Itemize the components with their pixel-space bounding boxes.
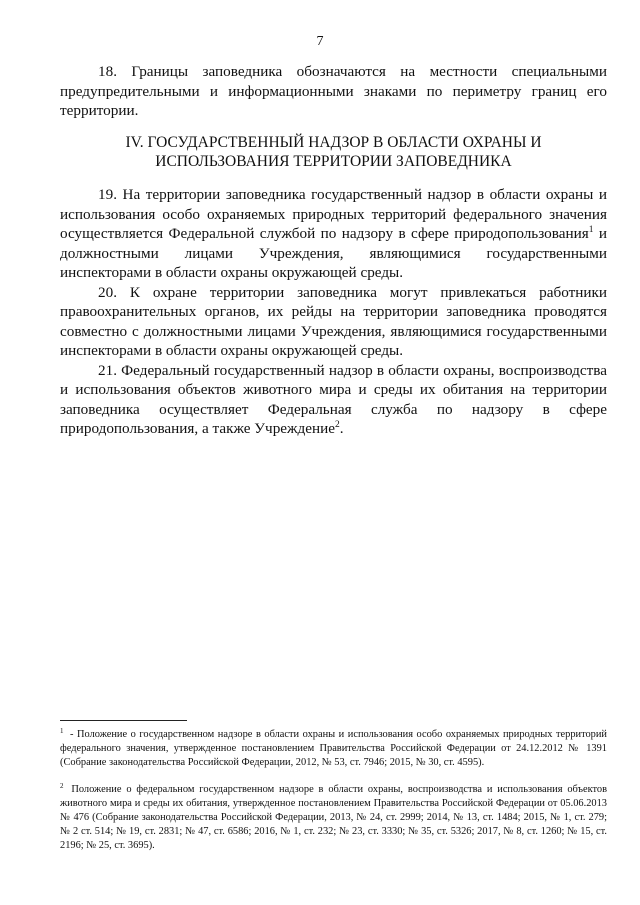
footnote-ref-2[interactable]: 2	[335, 419, 340, 430]
footnote-1	[60, 728, 607, 770]
footnote-1-mark: 1	[60, 726, 64, 735]
section-heading-line-1: IV. ГОСУДАРСТВЕННЫЙ НАДЗОР В ОБЛАСТИ ОХРАНЫ И	[125, 134, 542, 151]
footnote-2-text: Положение о федеральном государственном надзоре в области охраны, воспроизводства и использования объектов животного мира и среды их обитания, утвержденное постановлением Правительства Российской Федерации от 05.06.2013 № 476 (Собрание законодательства Российской Федерации, 2013, № 24, ст. 2999; 2014, № 13, ст. 1484; 2015, № 1, ст. 279; № 2 ст. 514; № 19, ст. 2831; № 47, ст. 6586; 2016, № 1, ст. 232; № 23, ст. 3330; № 35, ст. 5326; 2017, № 8, ст. 1260; № 15, ст. 2196; № 25, ст. 3695).	[60, 784, 607, 851]
footnote-2	[60, 783, 607, 853]
section-heading	[60, 133, 607, 171]
section-heading-line-2: ИСПОЛЬЗОВАНИЯ ТЕРРИТОРИИ ЗАПОВЕДНИКА	[155, 153, 512, 170]
paragraph-21-text-before: 21. Федеральный государственный надзор в области охраны, воспроизводства и использования объектов животного мира и среды их обитания на территории заповедника осуществляет Федеральная служба по надзору в сфере природопользования, а также Учреждение	[60, 361, 607, 437]
paragraph-18-text: 18. Границы заповедника обозначаются на местности специальными предупредительными и информационными знаками по периметру границ его территории.	[60, 63, 607, 119]
footnote-ref-1[interactable]: 1	[588, 224, 594, 235]
paragraph-18	[60, 62, 607, 121]
footnote-1-text: - Положение о государственном надзоре в области охраны и использования особо охраняемых природных территорий федерального значения, утвержденное постановлением Правительства Российской Федерации от 24.12.2012 № 1391 (Собрание законодательства Российской Федерации, 2012, № 53, ст. 7946; 2015, № 30, ст. 4595).	[60, 729, 607, 768]
paragraph-21-text-after: .	[339, 420, 344, 437]
paragraph-19	[60, 185, 607, 283]
paragraph-20: 20. К охране территории заповедника могут привлекаться работники правоохранительных органов, их рейды на территории заповедника проводятся совместно с должностными лицами Учреждения, являющимися государственными инспекторами в области охраны окружающей среды.	[60, 283, 607, 359]
page-number: 7	[316, 34, 324, 49]
paragraph-21	[60, 361, 607, 439]
paragraph-19-text-before: 19. На территории заповедника государственный надзор в области охраны и использования особо охраняемых природных территорий федерального значения осуществляется Федеральной службой по надзору в сфере природопользования	[60, 186, 607, 242]
footnote-2-mark: 2	[60, 781, 64, 790]
footnote-separator	[60, 720, 187, 721]
paragraph-19-text-after: и должностными лицами Учреждения, являющимися государственными инспекторами в области охраны окружающей среды.	[60, 225, 607, 281]
section-body	[60, 185, 607, 439]
